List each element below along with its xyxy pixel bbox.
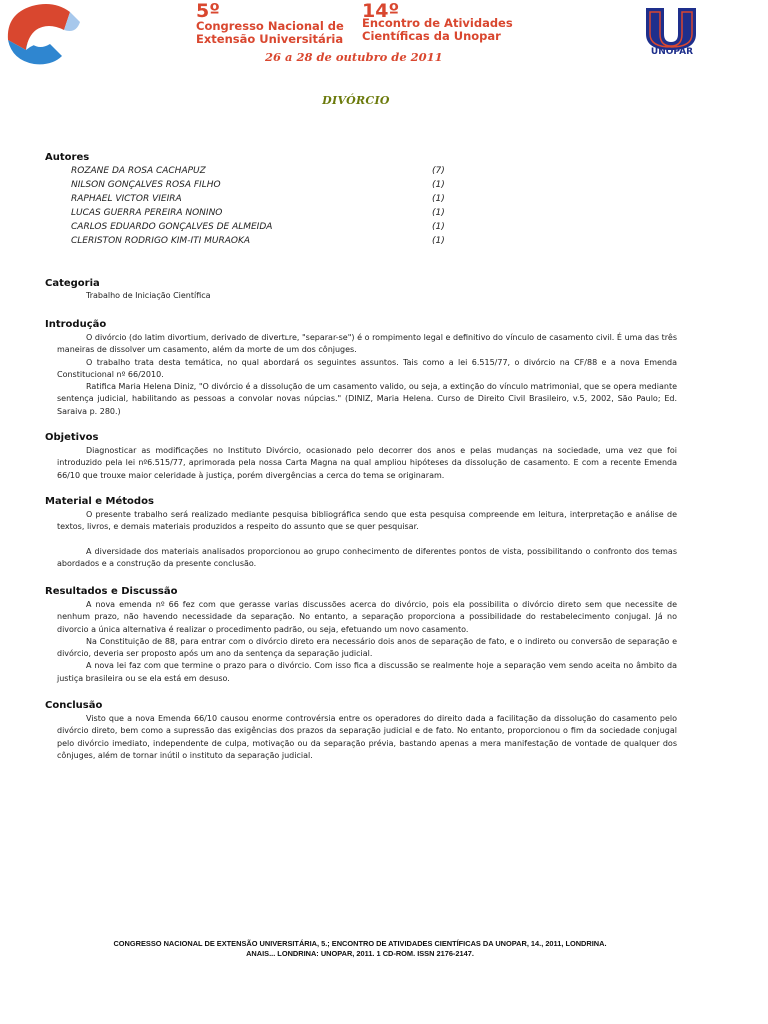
encounter-number: 14º xyxy=(362,0,400,22)
introduction-paragraph: Ratifica Maria Helena Diniz, "O divórcio é a dissolução de um casamento valido, ou seja, a extinção do vínculo matrimonial, que se opera mediante sentença judicial, habilitando as pessoas a convolar novas núpcias." (DINIZ, Maria Helena. Curso de Direito Civil Brasileiro, v.5, 2002, São Paulo; Ed. Saraiva p. 280.) xyxy=(57,382,677,416)
conclusion-heading: Conclusão xyxy=(45,700,103,711)
objectives-body xyxy=(57,445,677,482)
citation-line2: ANAIS... LONDRINA: UNOPAR, 2011. 1 CD-ROM. ISSN 2176-2147. xyxy=(246,949,474,958)
encounter-title-line1: Encontro de Atividades xyxy=(362,16,513,30)
introduction-heading: Introdução xyxy=(45,319,107,330)
author-name: ROZANE DA ROSA CACHAPUZ xyxy=(71,166,206,176)
results-paragraph: Na Constituição de 88, para entrar com o divórcio direto era necessário dois anos de separação de fato, e o indireto ou conversão de separação e divórcio, deveria ser proposto após um ano da sentença da separação judicial. xyxy=(57,636,677,659)
conclusion-paragraph: Visto que a nova Emenda 66/10 causou enorme controvérsia entre os operadores do direito dada a facilitação da dissolução do casamento pelo divórcio direto, bem como a supressão das exigências dos prazos da separação judicial e de fato. No entanto, proporcionou o fim da sociedade conjugal pelo divórcio imediato, independente de culpa, motivação ou da separação prévia, bastando apenas a mera manifestação de vontade de qualquer dos cônjuges, além de tornar inútil o instituto da separação judicial. xyxy=(57,714,677,760)
author-name: LUCAS GUERRA PEREIRA NONINO xyxy=(71,208,223,218)
encounter-title xyxy=(362,17,513,43)
citation-footer xyxy=(40,939,680,959)
author-row xyxy=(71,236,451,250)
author-affiliation: (1) xyxy=(432,194,445,204)
conclusion-body xyxy=(57,713,677,762)
results-heading: Resultados e Discussão xyxy=(45,586,178,597)
results-paragraph: A nova lei faz com que termine o prazo para o divórcio. Com isso fica a discussão se realmente hoje a separação vem sendo aceita no âmbito da justiça brasileira ou se ela está em desuso. xyxy=(57,661,677,683)
congress-title xyxy=(196,20,344,46)
introduction-paragraph: O trabalho trata desta temática, no qual abordará os seguintes assuntos. Tais como a lei 6.515/77, o divórcio na CF/88 e a nova Emenda Constitucional nº 66/2010. xyxy=(57,357,677,379)
author-row xyxy=(71,222,451,236)
author-affiliation: (1) xyxy=(432,222,445,232)
methods-paragraph: O presente trabalho será realizado mediante pesquisa bibliográfica sendo que esta pesquisa compreende em leitura, interpretação e análise de textos, livros, e demais materiais produzidos a respeito do assunto que se quer pesquisar. xyxy=(57,510,677,532)
category-text: Trabalho de Iniciação Científica xyxy=(86,291,211,300)
author-affiliation: (1) xyxy=(432,180,445,190)
author-row xyxy=(71,180,451,194)
author-row xyxy=(71,166,451,180)
congress-logo-icon xyxy=(4,0,82,66)
unopar-logo-text: UNOPAR xyxy=(650,47,694,57)
introduction-paragraph: O divórcio (do latim divortium, derivado de divertʟre, "separar-se") é o rompimento legal e definitivo do vínculo de casamento civil. É uma das três maneiras de dissolver um casamento, além da morte de um dos cônjuges. xyxy=(57,333,677,355)
methods-paragraph: A diversidade dos materiais analisados proporcionou ao grupo conhecimento de diferentes pontos de vista, possibilitando o confronto dos temas abordados e a construção da presente conclusão. xyxy=(57,546,677,568)
congress-title-line2: Extensão Universitária xyxy=(196,32,344,46)
author-row xyxy=(71,208,451,222)
results-body xyxy=(57,599,677,685)
methods-heading: Material e Métodos xyxy=(45,496,154,507)
results-paragraph: A nova emenda nº 66 fez com que gerasse varias discussões acerca do divórcio, pois ela possibilita o divórcio direto sem que necessite de nenhum prazo, não havendo necessidade da separação. No entanto, a separação proporciona a possibilidade do restabelecimento conjugal. Já no divorcio a única alternativa é realizar o procedimento padrão, ou seja, efetuando um novo casamento. xyxy=(57,600,677,634)
objectives-paragraph: Diagnosticar as modificações no Instituto Divórcio, ocasionado pelo decorrer dos anos e pelas mudanças na sociedade, uma vez que foi introduzido pela lei nº6.515/77, aprimorada pela nossa Carta Magna na qual ampliou hipóteses da dissolução de casamento. E com a recente Emenda 66/10 que trouxe maior celeridade à justiça, porém divergências a cerca do tema se originaram. xyxy=(57,446,677,480)
category-heading: Categoria xyxy=(45,278,100,289)
event-dates: 26 a 28 de outubro de 2011 xyxy=(265,50,443,64)
methods-body xyxy=(57,509,677,570)
author-row xyxy=(71,194,451,208)
author-name: NILSON GONÇALVES ROSA FILHO xyxy=(71,180,221,190)
author-name: RAPHAEL VICTOR VIEIRA xyxy=(71,194,182,204)
author-name: CLERISTON RODRIGO KIM-ITI MURAOKA xyxy=(71,236,251,246)
author-name: CARLOS EDUARDO GONÇALVES DE ALMEIDA xyxy=(71,222,273,232)
objectives-heading: Objetivos xyxy=(45,432,99,443)
authors-list xyxy=(71,166,451,250)
congress-number: 5º xyxy=(196,0,220,22)
introduction-body xyxy=(57,332,677,418)
page-header xyxy=(0,0,768,70)
encounter-title-line2: Científicas da Unopar xyxy=(362,29,501,43)
author-affiliation: (7) xyxy=(432,166,445,176)
citation-line1: CONGRESSO NACIONAL DE EXTENSÃO UNIVERSITÁRIA, 5.; ENCONTRO DE ATIVIDADES CIENTÍFICAS DA UNOPAR, 14., 2011, LONDRINA. xyxy=(113,939,607,948)
author-affiliation: (1) xyxy=(432,236,445,246)
page-title: DIVÓRCIO xyxy=(322,94,390,107)
congress-title-line1: Congresso Nacional de xyxy=(196,19,344,33)
authors-heading: Autores xyxy=(45,152,90,163)
author-affiliation: (1) xyxy=(432,208,445,218)
